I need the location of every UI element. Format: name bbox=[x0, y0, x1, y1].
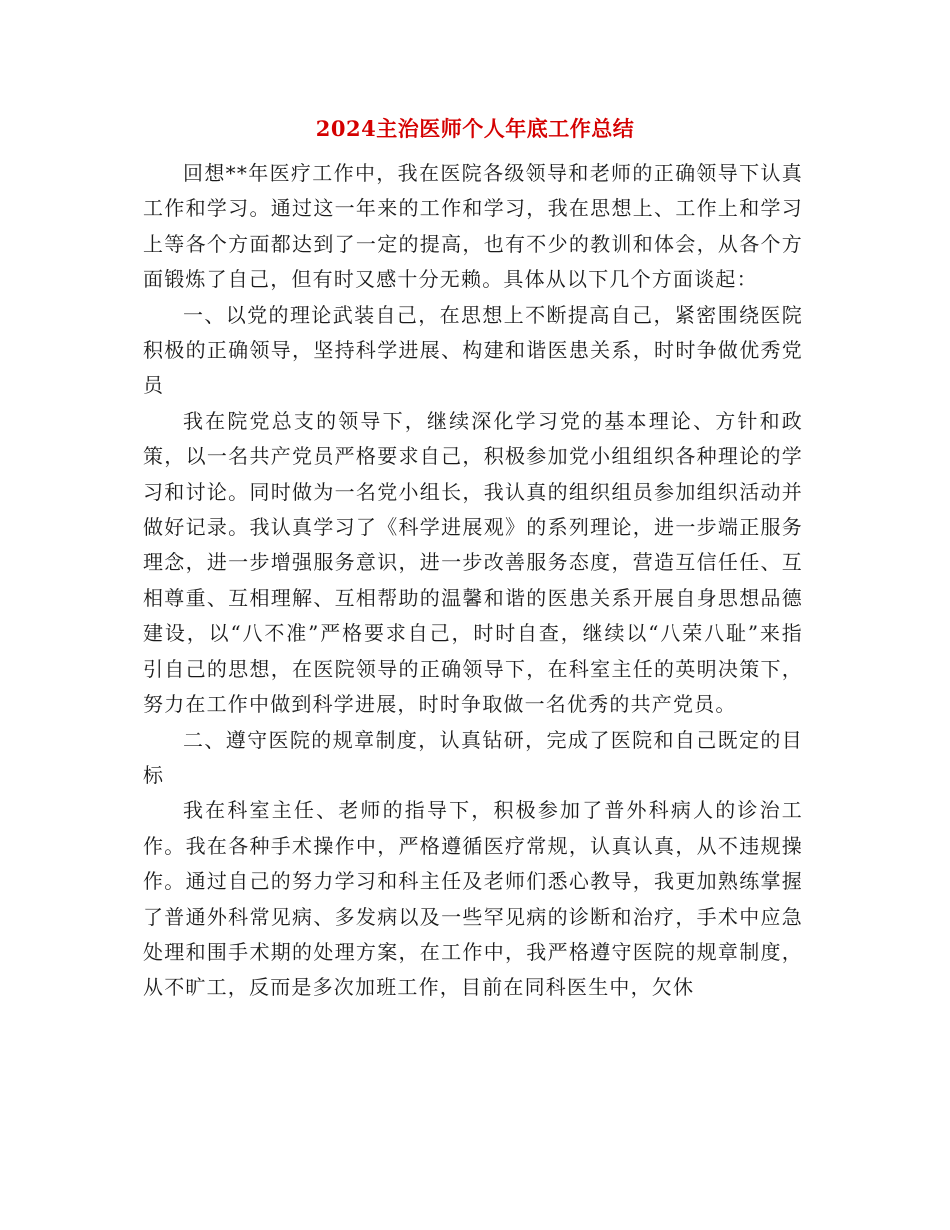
paragraph-section-2-heading: 二、遵守医院的规章制度，认真钻研，完成了医院和自己既定的目标 bbox=[143, 727, 803, 787]
paragraph-section-1-body: 我在院党总支的领导下，继续深化学习党的基本理论、方针和政策，以一名共产党员严格要求自己，积极参加党小组组织各种理论的学习和讨论。同时做为一名党小组长，我认真的组织组员参加组织活动并做好记录。我认真学习了《科学进展观》的系列理论，进一步端正服务理念，进一步增强服务意识，进一步改善服务态度，营造互信任任、互相尊重、互相理解、互相帮助的温馨和谐的医患关系开展自身思想品德建设，以“八不准”严格要求自己，时时自查，继续以“八荣八耻”来指引自己的思想，在医院领导的正确领导下，在科室主任的英明决策下，努力在工作中做到科学进展，时时争取做一名优秀的共产党员。 bbox=[143, 408, 803, 717]
document-title: 2024主治医师个人年底工作总结 bbox=[315, 116, 635, 141]
paragraph-section-2-body: 我在科室主任、老师的指导下，积极参加了普外科病人的诊治工作。我在各种手术操作中，严格遵循医疗常规，认真认真，从不违规操作。通过自己的努力学习和科主任及老师们悉心教导，我更加熟练掌握了普通外科常见病、多发病以及一些罕见病的诊断和治疗，手术中应急处理和围手术期的处理方案，在工作中，我严格遵守医院的规章制度，从不旷工，反而是多次加班工作，目前在同科医生中，欠休 bbox=[143, 798, 803, 1000]
paragraph-section-1-heading: 一、以党的理论武装自己，在思想上不断提高自己，紧密围绕医院积极的正确领导，坚持科学进展、构建和谐医患关系，时时争做优秀党员 bbox=[143, 302, 803, 398]
paragraph-intro: 回想**年医疗工作中，我在医院各级领导和老师的正确领导下认真工作和学习。通过这一年来的工作和学习，我在思想上、工作上和学习上等各个方面都达到了一定的提高，也有不少的教训和体会，从各个方面锻炼了自己，但有时又感十分无赖。具体从以下几个方面谈起： bbox=[143, 161, 803, 292]
document-body bbox=[143, 156, 803, 1006]
